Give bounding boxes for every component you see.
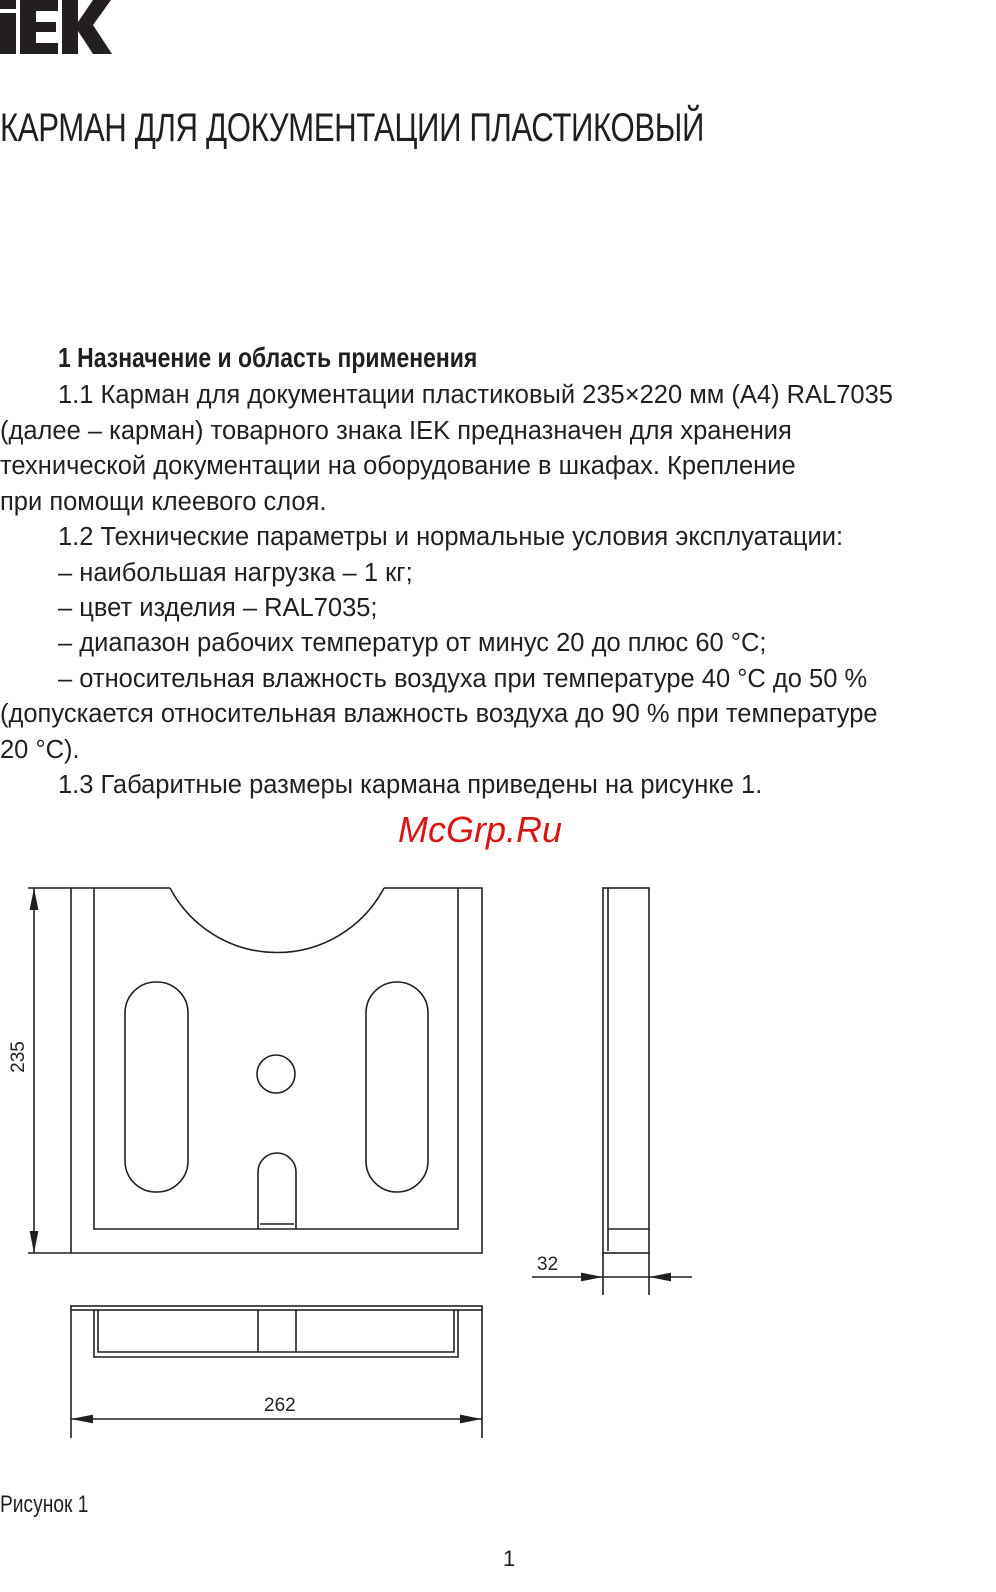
document-title: КАРМАН ДЛЯ ДОКУМЕНТАЦИИ ПЛАСТИКОВЫЙ (0, 106, 705, 150)
height-dimension-label: 235 (7, 1041, 29, 1073)
paragraph-line: технической документации на оборудование в шкафах. Крепление (0, 452, 796, 480)
paragraph-line: 1.3 Габаритные размеры кармана приведены на рисунке 1. (58, 771, 763, 799)
side-view (532, 888, 692, 1295)
section-heading: 1 Назначение и область применения (58, 342, 478, 373)
paragraph-line: – наибольшая нагрузка – 1 кг; (58, 559, 413, 587)
height-dimension (28, 888, 71, 1253)
figure-caption: Рисунок 1 (0, 1491, 89, 1518)
paragraph-line: – относительная влажность воздуха при температуре 40 °С до 50 % (58, 665, 868, 693)
page-number: 1 (503, 1546, 516, 1571)
front-view (71, 888, 482, 1253)
paragraph-line: (далее – карман) товарного знака IEK предназначен для хранения (0, 417, 792, 445)
paragraph-line: (допускается относительная влажность воздуха до 90 % при температуре (0, 700, 878, 728)
watermark: McGrp.Ru (398, 809, 563, 850)
paragraph-line: 20 °С). (0, 736, 80, 764)
paragraph-line: при помощи клеевого слоя. (0, 488, 327, 516)
paragraph-line: – цвет изделия – RAL7035; (58, 594, 378, 622)
depth-dimension-label: 32 (537, 1254, 559, 1275)
paragraph-line: – диапазон рабочих температур от минус 20 до плюс 60 °С; (58, 629, 767, 657)
width-dimension-label: 262 (264, 1395, 296, 1416)
bottom-view (71, 1306, 482, 1438)
paragraph-line: 1.2 Технические параметры и нормальные условия эксплуатации: (58, 523, 844, 551)
paragraph-line: 1.1 Карман для документации пластиковый 235×220 мм (А4) RAL7035 (58, 381, 893, 409)
